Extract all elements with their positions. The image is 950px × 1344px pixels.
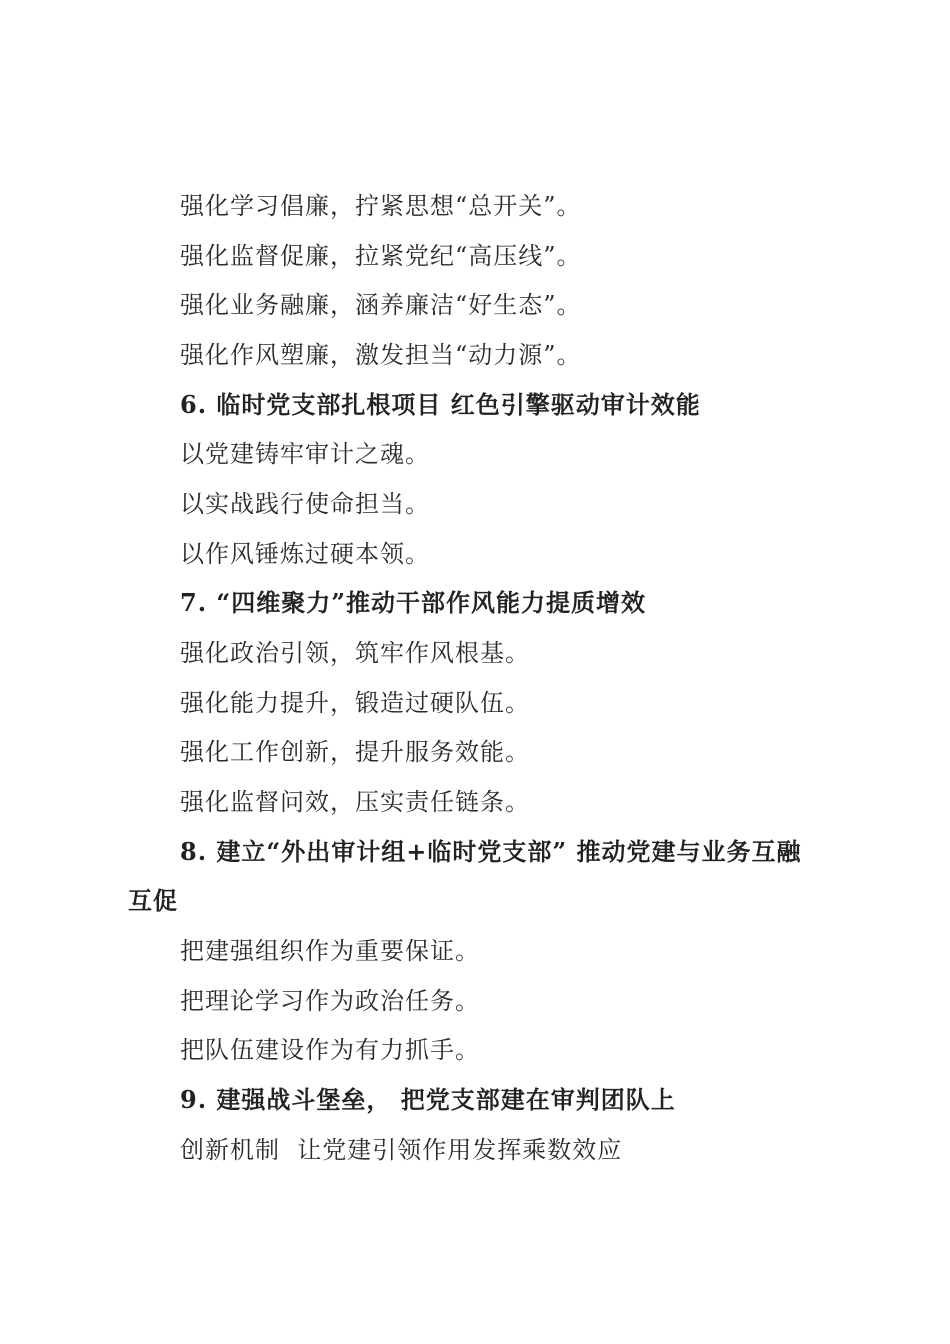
paragraph-line: 强化学习倡廉，拧紧思想“总开关”。: [180, 192, 582, 220]
paragraph-line: 强化工作创新，提升服务效能。: [180, 738, 530, 766]
section-heading-7: 7. “四维聚力”推动干部作风能力提质增效: [180, 588, 647, 617]
paragraph-line: 强化政治引领，筑牢作风根基。: [180, 639, 530, 667]
paragraph-line: 强化业务融廉，涵养廉洁“好生态”。: [180, 291, 582, 319]
paragraph-line: 强化监督问效，压实责任链条。: [180, 788, 530, 816]
paragraph-line: 以实战践行使命担当。: [180, 490, 430, 518]
paragraph-line: 把队伍建设作为有力抓手。: [180, 1036, 480, 1064]
paragraph-line: 以党建铸牢审计之魂。: [180, 440, 430, 468]
paragraph-line: 以作风锤炼过硬本领。: [180, 540, 430, 568]
paragraph-line: 把理论学习作为政治任务。: [180, 987, 480, 1015]
paragraph-line: 强化作风塑廉，激发担当“动力源”。: [180, 341, 582, 369]
paragraph-line: 把建强组织作为重要保证。: [180, 937, 480, 965]
section-heading-8: 8. 建立“外出审计组+临时党支部” 推动党建与业务互融: [180, 837, 802, 866]
section-heading-6: 6. 临时党支部扎根项目 红色引擎驱动审计效能: [180, 390, 701, 419]
section-heading-8-continuation: 互促: [128, 886, 178, 915]
paragraph-line: 创新机制 让党建引领作用发挥乘数效应: [180, 1136, 623, 1164]
paragraph-line: 强化能力提升，锻造过硬队伍。: [180, 689, 530, 717]
section-heading-9: 9. 建强战斗堡垒， 把党支部建在审判团队上: [180, 1085, 676, 1114]
paragraph-line: 强化监督促廉，拉紧党纪“高压线”。: [180, 242, 582, 270]
